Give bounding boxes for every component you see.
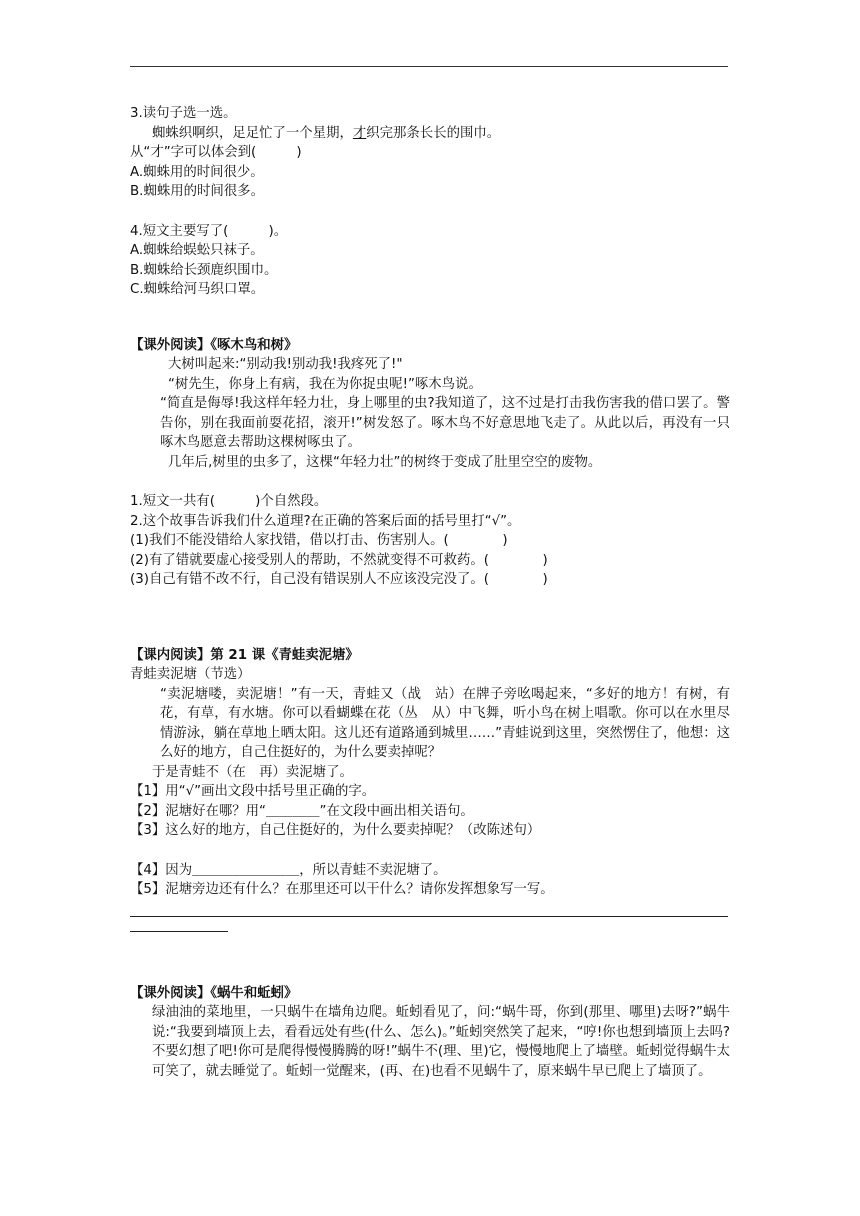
section1-question-1: 1.短文一共有( )个自然段。 <box>130 494 328 509</box>
section2-subtitle: 青蛙卖泥塘（节选） <box>130 667 251 682</box>
q4-option-a: A.蜘蛛给蜈蚣只袜子。 <box>130 243 264 258</box>
section2-title-text: 第 21 课《青蛙卖泥塘》 <box>210 647 359 663</box>
header-rule <box>130 66 728 67</box>
section1-question-2-item-1: (1)我们不能没错给人家找错，借以打击、伤害别人。( ) <box>130 533 508 548</box>
section1-question-2-item-3: (3)自己有错不改不行，自己没有错误别人不应该没完没了。( ) <box>130 572 548 587</box>
q3-title: 3.读句子选一选。 <box>130 106 237 121</box>
section1-paragraph-2: “树先生，你身上有病，我在为你捉虫呢!”啄木鸟说。 <box>168 376 482 392</box>
section1-paragraph-4: 几年后,树里的虫多了，这棵“年轻力壮”的树终于变成了肚里空空的废物。 <box>168 454 602 470</box>
q4-option-c: C.蜘蛛给河马织口罩。 <box>130 282 265 297</box>
section1-paragraph-1: 大树叫起来:“别动我!别动我!我疼死了!" <box>168 357 403 372</box>
q4-title: 4.短文主要写了( )。 <box>130 223 288 239</box>
section2-question-2: 【2】泥塘好在哪？用“＿＿＿＿”在文段中画出相关语句。 <box>130 803 474 819</box>
section1-question-2-item-2: (2)有了错就要虚心接受别人的帮助，不然就变得不可救药。( ) <box>130 552 548 568</box>
section2-title-bracket: 【课内阅读】 <box>130 647 211 663</box>
section3-paragraph-1: 绿油油的菜地里，一只蜗牛在墙角边爬。蚯蚓看见了，问:“蜗牛哥，你到(那里、哪里)去呀?”蜗牛说:“我要到墙顶上去，看看远处有些(什么、怎么)。”蚯蚓突然笑了起来，“哼!你也想到墙顶上去吗?不要幻想了吧!你可是爬得慢慢腾腾的呀!”蜗牛不(理、里)它，慢慢地爬上了墙壁。蚯蚓觉得蜗牛太可笑了，就去睡觉了。蚯蚓一觉醒来，(再、在)也看不见蜗牛了，原来蜗牛早已爬上了墙顶了。 <box>152 1005 730 1079</box>
section2-question-5: 【5】泥塘旁边还有什么？在那里还可以干什么？请你发挥想象写一写。 <box>130 882 554 897</box>
page-content <box>130 104 730 1081</box>
section2-question-1: 【1】用“√”画出文段中括号里正确的字。 <box>130 784 376 799</box>
section1-paragraph-3: “简直是侮辱!我这样年轻力壮，身上哪里的虫?我知道了，这不过是打击我伤害我的借口罢了。警告你，别在我面前耍花招，滚开!”树发怒了。啄木鸟不好意思地飞走了。从此以后，再没有一只啄木鸟愿意去帮助这棵树啄虫了。 <box>160 396 730 450</box>
q3-sentence-post: 织完那条长长的围巾。 <box>366 125 501 141</box>
section2-question-3: 【3】这么好的地方，自己住挺好的，为什么要卖掉呢？（改陈述句） <box>130 823 541 838</box>
answer-line-long <box>130 900 728 917</box>
q3-sentence <box>130 124 730 144</box>
q3-prompt: 从“才”字可以体会到( ) <box>130 145 302 160</box>
q3-sentence-mark: 才 <box>352 125 367 141</box>
q3-sentence-pre: 蜘蛛织啊织，足足忙了一个星期， <box>152 125 353 141</box>
section1-question-2: 2.这个故事告诉我们什么道理?在正确的答案后面的括号里打“√”。 <box>130 513 521 529</box>
section2-title <box>130 646 730 666</box>
section2-paragraph-1: “卖泥塘喽，卖泥塘！”有一天，青蛙又（战 站）在牌子旁吆喝起来，“多好的地方！有树，有花，有草，有水塘。你可以看蝴蝶在花（丛 从）中飞舞，听小鸟在树上唱歌。你可以在水里尽情游泳，躺在草地上晒太阳。这儿还有道路通到城里……”青蛙说到这里，突然愣住了，他想：这么好的地方，自己住挺好的，为什么要卖掉呢？ <box>160 686 730 760</box>
section1-title: 【课外阅读】《啄木鸟和树》 <box>130 337 298 353</box>
answer-line-short <box>130 917 228 932</box>
q3-option-a: A.蜘蛛用的时间很少。 <box>130 164 264 180</box>
q4-option-b: B.蜘蛛给长颈鹿织围巾。 <box>130 262 278 278</box>
section2-question-4: 【4】因为＿＿＿＿＿＿＿＿，所以青蛙不卖泥塘了。 <box>130 862 447 878</box>
q3-option-b: B.蜘蛛用的时间很多。 <box>130 184 264 199</box>
section2-paragraph-2: 于是青蛙不（在 再）卖泥塘了。 <box>152 764 353 780</box>
section3-title: 【课外阅读】《蜗牛和蚯蚓》 <box>130 985 298 1001</box>
